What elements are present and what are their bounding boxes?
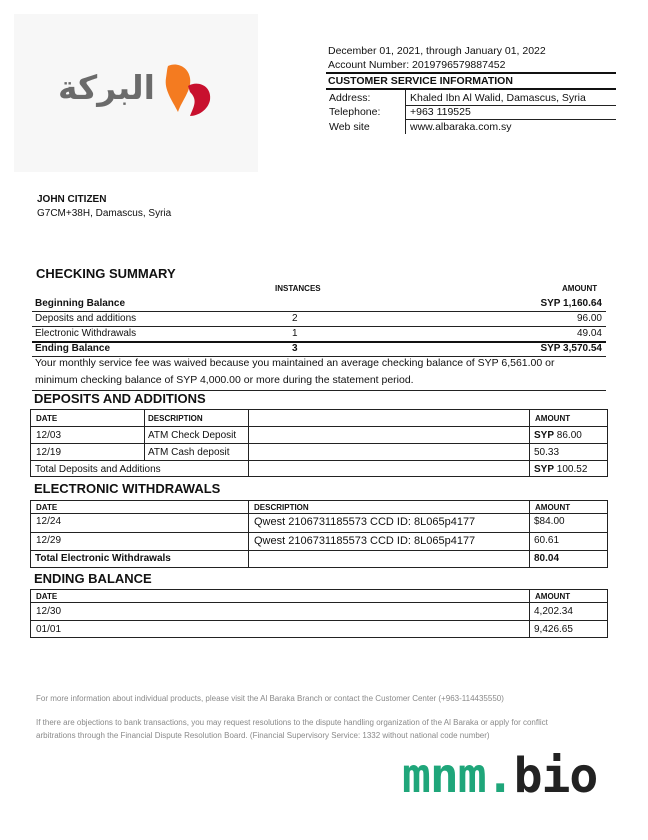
withdrawal-date: 12/24	[36, 516, 62, 527]
bank-logo-text: البركة	[58, 68, 155, 107]
ending-balance-title: ENDING BALANCE	[34, 571, 152, 586]
amount-header: AMOUNT	[535, 503, 571, 512]
ending-date: 01/01	[36, 624, 62, 635]
statement-period: December 01, 2021, through January 01, 2022	[328, 45, 546, 57]
fee-waiver-note: minimum checking balance of SYP 4,000.00 or more during the statement period.	[35, 374, 414, 386]
summary-instances: 2	[292, 313, 298, 324]
date-header: DATE	[36, 414, 58, 423]
customer-service-title: CUSTOMER SERVICE INFORMATION	[328, 75, 513, 87]
ending-balance-table	[30, 589, 608, 638]
summary-label: Deposits and additions	[35, 313, 137, 324]
instances-header: INSTANCES	[275, 284, 321, 293]
address-label: Address:	[329, 92, 371, 104]
summary-amount: 49.04	[576, 328, 602, 339]
deposit-description: ATM Check Deposit	[148, 430, 237, 441]
telephone-label: Telephone:	[329, 106, 381, 118]
deposit-description: ATM Cash deposit	[148, 447, 230, 458]
bank-logo-icon	[160, 60, 218, 120]
summary-label: Electronic Withdrawals	[35, 328, 137, 339]
deposits-title: DEPOSITS AND ADDITIONS	[34, 391, 206, 406]
footer-info: For more information about individual products, please visit the Al Baraka Branch or contact the Customer Center (+963-114435550)	[36, 694, 504, 703]
deposit-date: 12/03	[36, 430, 62, 441]
footer-dispute: If there are objections to bank transactions, you may request resolutions to the dispute handling organization of the Al Baraka or apply for conflict	[36, 718, 548, 727]
deposit-amount: 50.33	[534, 447, 560, 458]
amount-header: AMOUNT	[535, 414, 571, 423]
customer-address: G7CM+38H, Damascus, Syria	[37, 208, 172, 219]
amount-header: AMOUNT	[535, 592, 571, 601]
withdrawals-title: ELECTRONIC WITHDRAWALS	[34, 481, 221, 496]
deposits-total-amount: SYP 100.52	[534, 464, 588, 475]
description-header: DESCRIPTION	[148, 414, 203, 423]
description-header: DESCRIPTION	[254, 503, 309, 512]
telephone-value: +963 119525	[410, 106, 471, 118]
deposit-amount: SYP 86.00	[534, 430, 582, 441]
account-number: Account Number: 2019796579887452	[328, 59, 506, 71]
withdrawal-amount: $84.00	[534, 516, 565, 527]
summary-amount: SYP 1,160.64	[540, 298, 602, 309]
summary-instances: 1	[292, 328, 298, 339]
summary-instances: 3	[292, 343, 298, 354]
date-header: DATE	[36, 592, 58, 601]
fee-waiver-note: Your monthly service fee was waived because you maintained an average checking balance of SYP 6,561.00 or	[35, 357, 555, 369]
withdrawal-description: Qwest 2106731185573 CCD ID: 8L065p4177	[254, 535, 476, 547]
ending-amount: 4,202.34	[534, 606, 573, 617]
summary-label: Ending Balance	[35, 343, 111, 354]
checking-summary-title: CHECKING SUMMARY	[36, 266, 176, 281]
deposits-total-label: Total Deposits and Additions	[35, 464, 161, 475]
deposit-date: 12/19	[36, 447, 62, 458]
address-value: Khaled Ibn Al Walid, Damascus, Syria	[410, 92, 586, 104]
date-header: DATE	[36, 503, 58, 512]
withdrawal-date: 12/29	[36, 535, 62, 546]
withdrawals-total-amount: 80.04	[534, 553, 560, 564]
watermark-logo: mnm.bio	[402, 748, 598, 804]
withdrawal-description: Qwest 2106731185573 CCD ID: 8L065p4177	[254, 516, 476, 528]
summary-label: Beginning Balance	[35, 298, 126, 309]
customer-name: JOHN CITIZEN	[37, 194, 107, 205]
summary-amount: 96.00	[576, 313, 602, 324]
ending-amount: 9,426.65	[534, 624, 573, 635]
summary-amount: SYP 3,570.54	[540, 343, 602, 354]
amount-header: AMOUNT	[562, 284, 598, 293]
withdrawal-amount: 60.61	[534, 535, 560, 546]
ending-date: 12/30	[36, 606, 62, 617]
footer-dispute: arbitrations through the Financial Dispute Resolution Board. (Financial Supervisory Service: 1332 without national code number)	[36, 731, 490, 740]
website-link[interactable]: www.albaraka.com.sy	[410, 121, 512, 133]
website-label: Web site	[329, 121, 370, 133]
withdrawals-total-label: Total Electronic Withdrawals	[35, 553, 171, 564]
